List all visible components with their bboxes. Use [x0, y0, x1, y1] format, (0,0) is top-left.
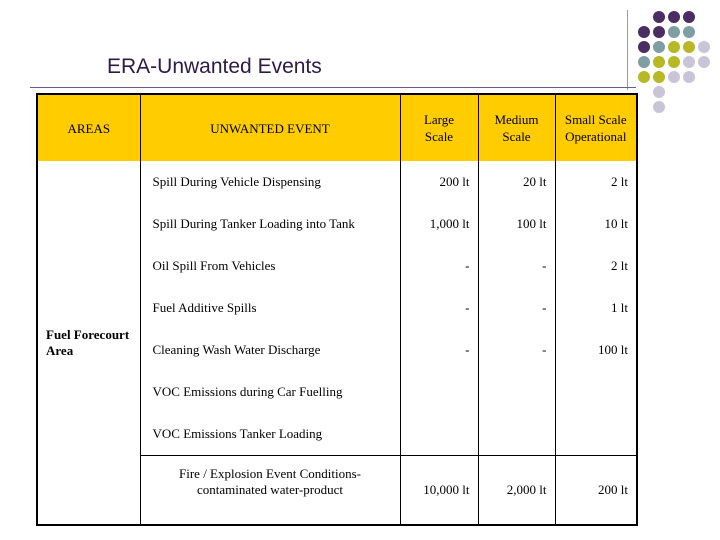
- large-value: [400, 413, 478, 456]
- header-small-scale: [555, 94, 637, 161]
- decorative-dot: [638, 71, 650, 83]
- decorative-dot: [653, 11, 665, 23]
- area-cell: [37, 161, 140, 525]
- header-large-line2: Scale: [424, 129, 454, 144]
- header-areas: [37, 94, 140, 161]
- decorative-dot: [653, 86, 665, 98]
- decorative-dot: [653, 41, 665, 53]
- decorative-dot: [683, 11, 695, 23]
- decorative-dot: [638, 56, 650, 68]
- decorative-dot: [668, 41, 680, 53]
- large-value: -: [400, 245, 478, 287]
- table-header-row: [37, 94, 637, 161]
- small-value: 2 lt: [611, 174, 628, 189]
- header-medium-line2: Scale: [502, 129, 531, 144]
- decorative-dot: [698, 56, 710, 68]
- header-areas-label: AREAS: [67, 120, 111, 136]
- large-value: 10,000 lt: [400, 456, 478, 526]
- small-value: [555, 413, 637, 456]
- event-cell: Spill During Vehicle Dispensing: [140, 161, 400, 203]
- medium-value: -: [478, 287, 555, 329]
- unwanted-events-table: [36, 93, 638, 526]
- small-value: 2 lt: [611, 258, 628, 273]
- header-unwanted-event: [140, 94, 400, 161]
- decorative-dot: [653, 101, 665, 113]
- header-small-line1: Small Scale: [564, 112, 627, 127]
- area-name-line2: Area: [46, 342, 74, 358]
- header-medium-line1: Medium: [494, 112, 539, 127]
- large-value: -: [400, 329, 478, 371]
- decorative-dot: [638, 26, 650, 38]
- header-large-line1: Large: [423, 112, 455, 127]
- vertical-divider: [627, 10, 628, 90]
- small-value: [555, 371, 637, 413]
- decorative-dot: [683, 71, 695, 83]
- event-cell: Spill During Tanker Loading into Tank: [140, 203, 400, 245]
- header-medium-scale: [478, 94, 555, 161]
- decorative-dot: [683, 26, 695, 38]
- event-line1: Fire / Explosion Event Conditions-: [179, 466, 361, 481]
- header-event-label: UNWANTED EVENT: [210, 120, 330, 136]
- decorative-dot: [683, 56, 695, 68]
- decorative-dot: [638, 41, 650, 53]
- decorative-dot: [698, 41, 710, 53]
- small-value: 1 lt: [611, 300, 628, 315]
- decorative-dot: [653, 71, 665, 83]
- medium-value: -: [478, 245, 555, 287]
- slide-title: ERA-Unwanted Events: [107, 55, 322, 78]
- event-cell: [140, 456, 400, 526]
- small-value: 10 lt: [604, 216, 628, 231]
- decorative-dot: [668, 56, 680, 68]
- medium-value: [478, 371, 555, 413]
- table-row: [37, 161, 637, 203]
- event-cell: VOC Emissions during Car Fuelling: [140, 371, 400, 413]
- large-value: 200 lt: [400, 161, 478, 203]
- header-large-scale: [400, 94, 478, 161]
- small-value: 100 lt: [598, 342, 628, 357]
- small-value: 200 lt: [555, 456, 637, 526]
- decorative-dot: [653, 26, 665, 38]
- event-cell: Fuel Additive Spills: [140, 287, 400, 329]
- large-value: 1,000 lt: [400, 203, 478, 245]
- decorative-dot: [653, 56, 665, 68]
- title-underline: [30, 87, 636, 88]
- decorative-dot: [668, 11, 680, 23]
- event-cell: VOC Emissions Tanker Loading: [140, 413, 400, 456]
- event-cell: Oil Spill From Vehicles: [140, 245, 400, 287]
- header-small-line2: Operational: [565, 129, 627, 144]
- decorative-dot: [683, 41, 695, 53]
- medium-value: 100 lt: [478, 203, 555, 245]
- medium-value: 20 lt: [478, 161, 555, 203]
- decorative-dot: [668, 26, 680, 38]
- decorative-dot: [668, 71, 680, 83]
- area-name-line1: Fuel Forecourt: [46, 326, 130, 342]
- large-value: [400, 371, 478, 413]
- medium-value: 2,000 lt: [478, 456, 555, 526]
- event-cell: Cleaning Wash Water Discharge: [140, 329, 400, 371]
- large-value: -: [400, 287, 478, 329]
- event-line2: contaminated water-product: [197, 482, 343, 497]
- medium-value: [478, 413, 555, 456]
- medium-value: -: [478, 329, 555, 371]
